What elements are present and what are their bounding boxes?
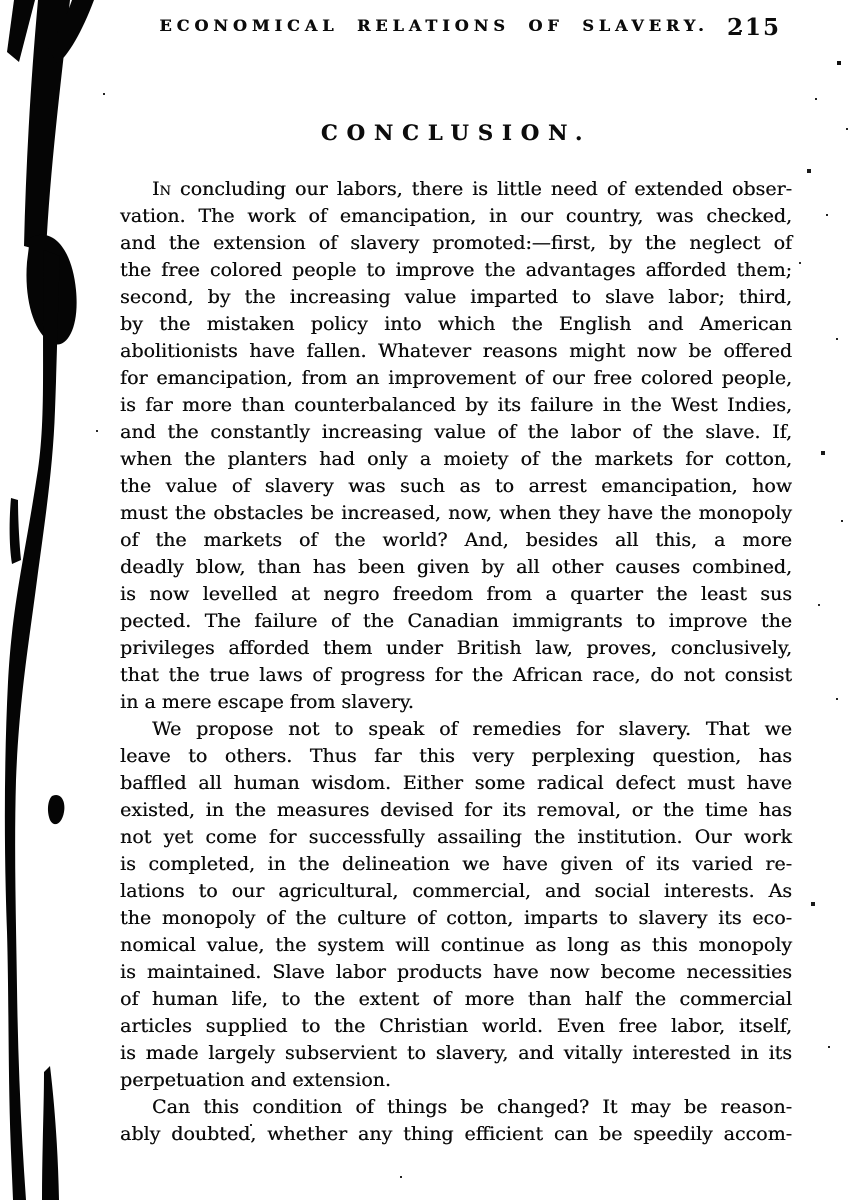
text-line: not yet come for successfully assailing the institution. Our work bbox=[120, 826, 792, 848]
text-line: the monopoly of the culture of cotton, imparts to slavery its eco- bbox=[120, 907, 792, 929]
binding-ink-artifact bbox=[0, 0, 110, 1200]
text-line: the free colored people to improve the advantages afforded them; bbox=[120, 259, 792, 281]
small-caps-lead-word: In bbox=[152, 178, 171, 200]
text-line: articles supplied to the Christian world. Even free labor, itself, bbox=[120, 1015, 792, 1037]
text-line: is maintained. Slave labor products have now become necessities bbox=[120, 961, 792, 983]
text-line: by the mistaken policy into which the English and American bbox=[120, 313, 792, 335]
page-number: 215 bbox=[727, 14, 782, 41]
text-line: In concluding our labors, there is little need of extended obser- bbox=[152, 178, 792, 200]
text-line: nomical value, the system will continue as long as this monopoly bbox=[120, 934, 792, 956]
text-line: existed, in the measures devised for its removal, or the time has bbox=[120, 799, 792, 821]
text-line: vation. The work of emancipation, in our country, was checked, bbox=[120, 205, 792, 227]
text-line: perpetuation and extension. bbox=[120, 1069, 391, 1091]
text-line: must the obstacles be increased, now, when they have the monopoly bbox=[120, 502, 792, 524]
text-line: and the extension of slavery promoted:—first, by the neglect of bbox=[120, 232, 792, 254]
chapter-heading: CONCLUSION. bbox=[320, 120, 592, 145]
text-line: abolitionists have fallen. Whatever reasons might now be offered bbox=[120, 340, 792, 362]
text-line: baffled all human wisdom. Either some radical defect must have bbox=[120, 772, 792, 794]
paragraph bbox=[120, 716, 792, 1094]
running-head-title: ECONOMICAL RELATIONS OF SLAVERY. bbox=[159, 16, 709, 35]
text-line: for emancipation, from an improvement of our free colored people, bbox=[120, 367, 792, 389]
text-line: is now levelled at negro freedom from a quarter the least sus bbox=[120, 583, 792, 605]
text-line: privileges afforded them under British law, proves, conclusively, bbox=[120, 637, 792, 659]
text-line: leave to others. Thus far this very perplexing question, has bbox=[120, 745, 792, 767]
text-line: We propose not to speak of remedies for slavery. That we bbox=[152, 718, 792, 740]
text-line: of the markets of the world? And, besides all this, a more bbox=[120, 529, 792, 551]
body-text bbox=[120, 176, 792, 1148]
paragraph bbox=[120, 176, 792, 716]
text-line: second, by the increasing value imparted to slave labor; third, bbox=[120, 286, 792, 308]
text-line: Can this condition of things be changed? It may be reason- bbox=[152, 1096, 792, 1118]
text-line: the value of slavery was such as to arrest emancipation, how bbox=[120, 475, 792, 497]
text-line: ably doubted, whether any thing efficient can be speedily accom- bbox=[120, 1123, 792, 1145]
running-head bbox=[120, 16, 792, 35]
text-line: pected. The failure of the Canadian immigrants to improve the bbox=[120, 610, 792, 632]
text-line: is made largely subservient to slavery, and vitally interested in its bbox=[120, 1042, 792, 1064]
text-line: deadly blow, than has been given by all other causes combined, bbox=[120, 556, 792, 578]
text-line: when the planters had only a moiety of the markets for cotton, bbox=[120, 448, 792, 470]
text-line: is far more than counterbalanced by its failure in the West Indies, bbox=[120, 394, 792, 416]
text-line: of human life, to the extent of more than half the commercial bbox=[120, 988, 792, 1010]
text-line: lations to our agricultural, commercial, and social interests. As bbox=[120, 880, 792, 902]
text-line: in a mere escape from slavery. bbox=[120, 691, 414, 713]
text-line: is completed, in the delineation we have given of its varied re- bbox=[120, 853, 792, 875]
paragraph bbox=[120, 1094, 792, 1148]
text-line: that the true laws of progress for the African race, do not consist bbox=[120, 664, 792, 686]
scan-noise-specks bbox=[0, 0, 2, 2]
text-line: and the constantly increasing value of the labor of the slave. If, bbox=[120, 421, 792, 443]
